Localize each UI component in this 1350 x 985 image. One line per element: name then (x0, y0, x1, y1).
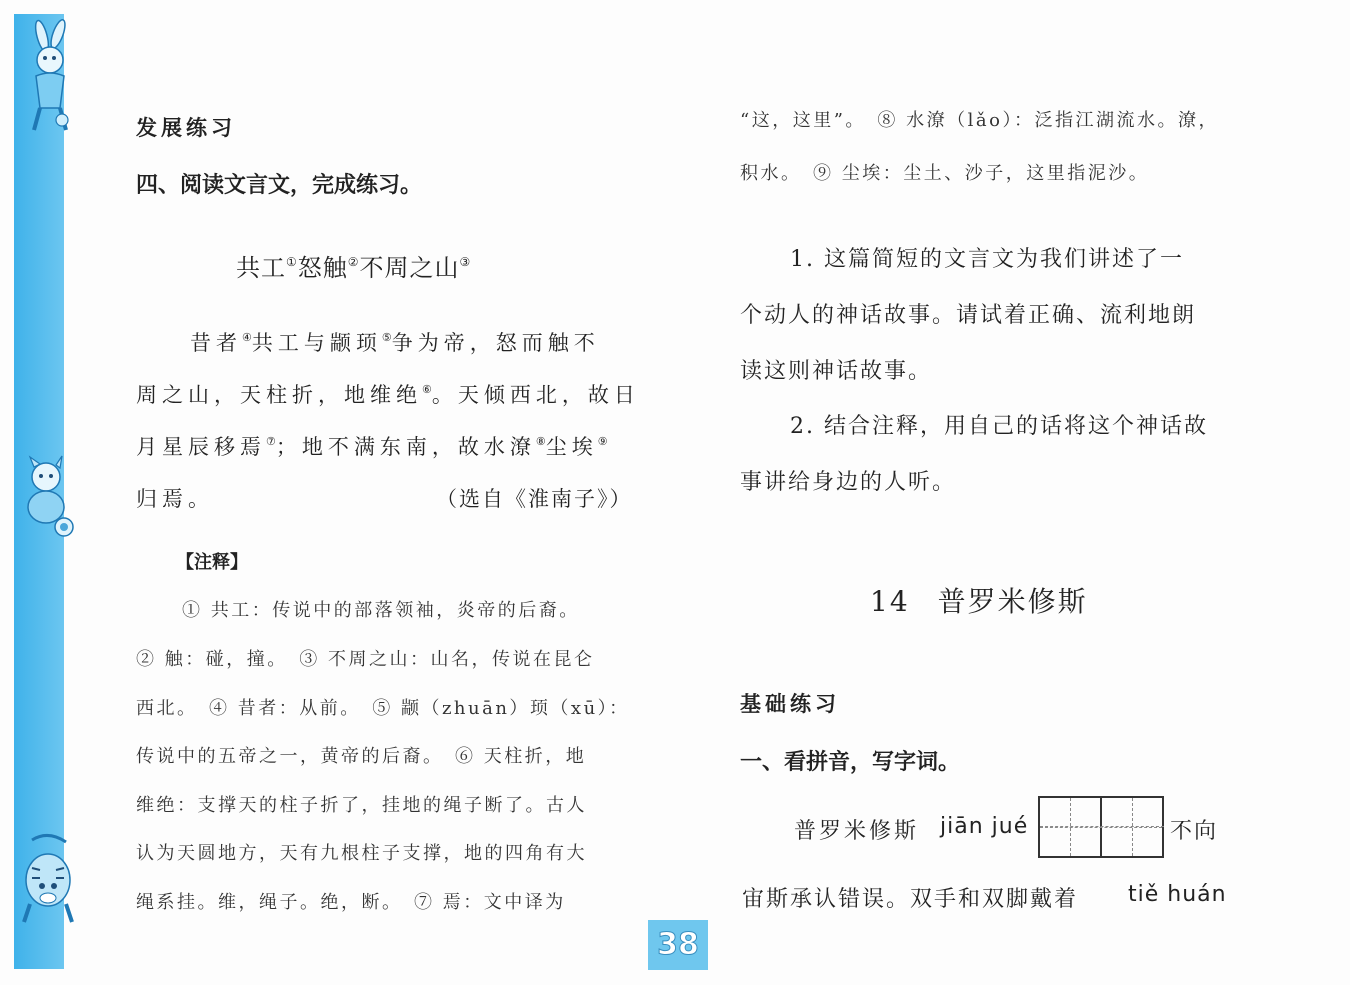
poem-title: 共工①怒触②不周之山③ (236, 254, 472, 282)
task-heading-reading: 四、阅读文言文，完成练习。 (136, 173, 423, 198)
rabbit-illustration (14, 18, 84, 138)
section-heading-basic: 基础练习 (740, 692, 840, 716)
grid-guide-line (1040, 826, 1164, 827)
note-line: “这，这里”。 ⑧ 水潦（lǎo）：泛指江湖流水。潦， (740, 110, 1219, 131)
passage-source: （选自《淮南子》） (436, 487, 633, 511)
note-line: ② 触：碰，撞。 ③ 不周之山：山名，传说在昆仑 (136, 649, 595, 670)
writing-grid[interactable] (1038, 796, 1164, 858)
lesson-number: 14 (870, 585, 910, 618)
note-line: 积水。 ⑨ 尘埃：尘土、沙子，这里指泥沙。 (740, 163, 1150, 184)
passage-line: 归焉。 (136, 487, 214, 511)
pinyin-prompt: jiān jué (940, 814, 1029, 839)
question-line: 1. 这篇简短的文言文为我们讲述了一 (790, 247, 1184, 272)
section-heading-development: 发展练习 (136, 116, 236, 140)
exercise-text: 普罗米修斯 (794, 819, 920, 844)
note-line: 绳系挂。维，绳子。绝，断。 ⑦ 焉：文中译为 (136, 892, 566, 913)
passage-line: 月星辰移焉⑦；地不满东南，故水潦⑧尘埃⑨ (136, 435, 608, 459)
note-line: 维绝：支撑天的柱子折了，挂地的绳子断了。古人 (136, 795, 587, 816)
passage-line: 周之山，天柱折，地维绝⑥。天倾西北，故日 (136, 383, 640, 407)
note-line: 传说中的五帝之一，黄帝的后裔。 ⑥ 天柱折，地 (136, 746, 587, 767)
passage-line: 昔者④共工与颛顼⑤争为帝，怒而触不 (190, 331, 600, 355)
note-line: ① 共工：传说中的部落领袖，炎帝的后裔。 (182, 600, 580, 621)
question-line: 个动人的神话故事。请试着正确、流利地朗 (740, 303, 1197, 328)
question-line: 读这则神话故事。 (740, 359, 933, 384)
exercise-text: 宙斯承认错误。双手和双脚戴着 (742, 887, 1079, 912)
cartoon-animal-illustration (12, 455, 82, 545)
exercise-text: 不向 (1170, 819, 1219, 844)
note-line: 认为天圆地方，天有九根柱子支撑，地的四角有大 (136, 843, 587, 864)
lesson-title (870, 580, 1088, 620)
page-number-badge: 38 (648, 920, 708, 970)
question-line: 事讲给身边的人听。 (740, 470, 957, 495)
note-line: 西北。 ④ 昔者：从前。 ⑤ 颛（zhuān）顼（xū）： (136, 698, 630, 719)
tiger-illustration (14, 832, 84, 927)
pinyin-prompt: tiě huán (1128, 882, 1227, 907)
notes-heading: 【注释】 (176, 552, 248, 573)
lesson-name: 普罗米修斯 (937, 585, 1088, 618)
question-line: 2. 结合注释，用自己的话将这个神话故 (790, 414, 1208, 439)
task-heading-pinyin: 一、看拼音，写字词。 (740, 750, 961, 775)
